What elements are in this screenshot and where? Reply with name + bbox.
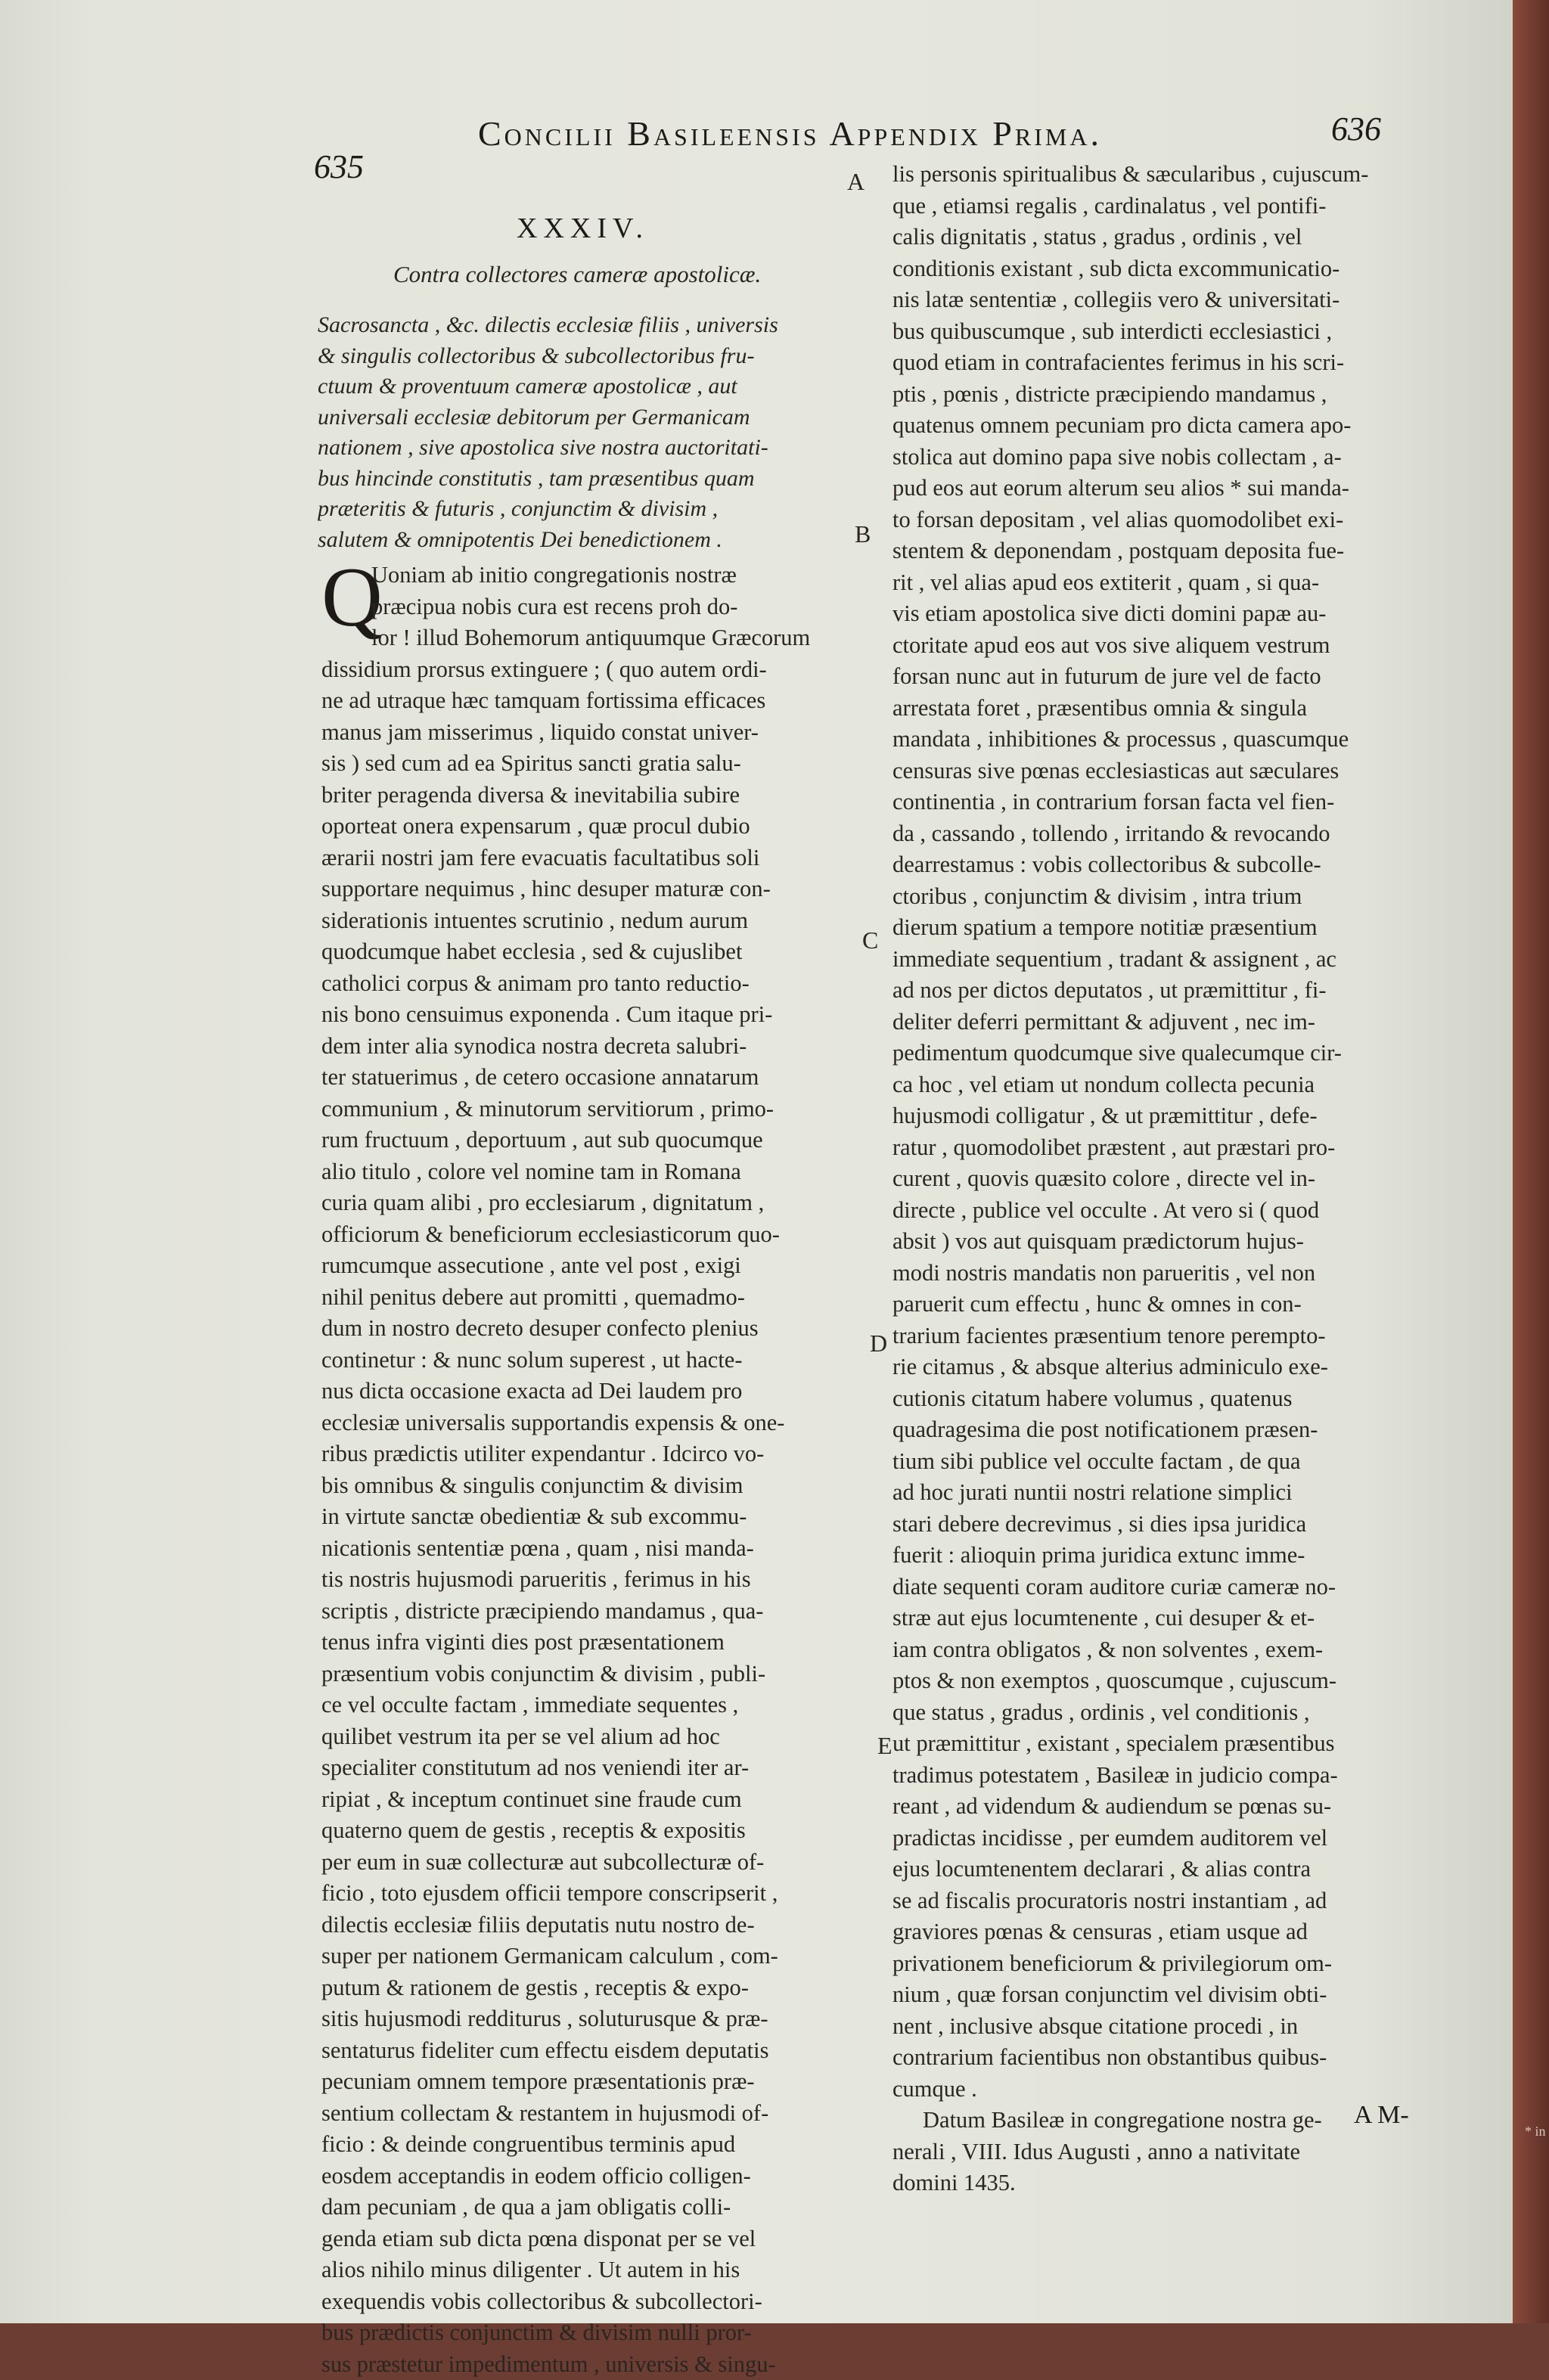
left-column-line: quaterno quem de gestis , receptis & expositis bbox=[321, 1815, 866, 1847]
left-column-line: ripiat , & inceptum continuet sine fraude cum bbox=[321, 1784, 866, 1816]
left-column-line: bis omnibus & singulis conjunctim & divisim bbox=[321, 1470, 866, 1502]
right-column-line: stari debere decrevimus , si dies ipsa juridica bbox=[892, 1509, 1414, 1541]
left-column-line: alios nihilo minus diligenter . Ut autem in his bbox=[321, 2254, 866, 2286]
right-column-line: reant , ad videndum & audiendum se pœnas su- bbox=[892, 1791, 1414, 1823]
left-column-line: dum in nostro decreto desuper confecto plenius bbox=[321, 1313, 866, 1345]
left-column-line: manus jam misserimus , liquido constat univer- bbox=[321, 717, 866, 749]
right-column-line: quod etiam in contrafacientes ferimus in his scri- bbox=[892, 347, 1414, 379]
right-column-line: ca hoc , vel etiam ut nondum collecta pecunia bbox=[892, 1069, 1414, 1101]
left-column-line: per eum in suæ collecturæ aut subcollecturæ of- bbox=[321, 1847, 866, 1879]
drop-capital: Q bbox=[321, 560, 383, 635]
left-column-line: communium , & minutorum servitiorum , primo- bbox=[321, 1094, 866, 1125]
left-column-line: oporteat onera expensarum , quæ procul dubio bbox=[321, 811, 866, 842]
right-column-line: ratur , quomodolibet præstent , aut præstari pro- bbox=[892, 1132, 1414, 1164]
left-column-line: bus prædictis conjunctim & divisim nulli pror- bbox=[321, 2317, 866, 2349]
left-column-line: dam pecuniam , de qua a jam obligatis colli- bbox=[321, 2192, 866, 2223]
left-column-line: exequendis vobis collectoribus & subcollectori- bbox=[321, 2286, 866, 2318]
left-column-line: sus præstetur impedimentum , universis & singu- bbox=[321, 2349, 866, 2380]
right-column-line: trarium facientes præsentium tenore perempto- bbox=[892, 1320, 1414, 1352]
left-column-line: dilectis ecclesiæ filiis deputatis nutu nostro de- bbox=[321, 1910, 866, 1941]
right-column-line: immediate sequentium , tradant & assignent , ac bbox=[892, 944, 1414, 976]
left-column-line: ce vel occulte factam , immediate sequentes , bbox=[321, 1690, 866, 1721]
book-edge bbox=[1513, 0, 1549, 2323]
right-column-line: nis latæ sententiæ , collegiis vero & universitati- bbox=[892, 284, 1414, 316]
left-column-line: nicationis sententiæ pœna , quam , nisi manda- bbox=[321, 1533, 866, 1565]
document-heading: XXXIV. bbox=[517, 212, 649, 245]
address-line: & singulis collectoribus & subcollectoribus fru- bbox=[318, 341, 847, 372]
left-column-line: genda etiam sub dicta pœna disponat per se vel bbox=[321, 2223, 866, 2255]
left-column-line: dem inter alia synodica nostra decreta salubri- bbox=[321, 1031, 866, 1063]
running-title: Concilii Basileensis Appendix Prima. bbox=[478, 113, 1102, 154]
address-line: universali ecclesiæ debitorum per Germanicam bbox=[318, 402, 847, 433]
left-column-line: siderationis intuentes scrutinio , nedum aurum bbox=[321, 905, 866, 937]
right-column-line: curent , quovis quæsito colore , directe vel in- bbox=[892, 1163, 1414, 1195]
catchword: A M- bbox=[1354, 2101, 1409, 2130]
left-column-line: sentaturus fideliter cum effectu eisdem deputatis bbox=[321, 2035, 866, 2067]
left-column-line: præsentium vobis conjunctim & divisim , publi- bbox=[321, 1659, 866, 1690]
right-column-line: vis etiam apostolica sive dicti domini papæ au- bbox=[892, 598, 1414, 630]
right-column-line: calis dignitatis , status , gradus , ordinis , vel bbox=[892, 222, 1414, 253]
margin-letter-d: D bbox=[870, 1330, 887, 1358]
left-column-line: dissidium prorsus extinguere ; ( quo autem ordi- bbox=[321, 654, 866, 686]
right-column-line: que , etiamsi regalis , cardinalatus , vel pontifi- bbox=[892, 191, 1414, 222]
left-column-line: ecclesiæ universalis supportandis expensis & one- bbox=[321, 1407, 866, 1439]
right-column-line: fuerit : alioquin prima juridica extunc imme- bbox=[892, 1540, 1414, 1572]
left-column-line: ter statuerimus , de cetero occasione annatarum bbox=[321, 1062, 866, 1094]
right-column-line: forsan nunc aut in futurum de jure vel de facto bbox=[892, 661, 1414, 693]
right-column-line: paruerit cum effectu , hunc & omnes in con- bbox=[892, 1289, 1414, 1320]
left-column-line: ficio : & deinde congruentibus terminis apud bbox=[321, 2129, 866, 2161]
left-column-line: officiorum & beneficiorum ecclesiasticorum quo- bbox=[321, 1219, 866, 1251]
right-column-line: iam contra obligatos , & non solventes , exem- bbox=[892, 1634, 1414, 1666]
left-column-line: putum & rationem de gestis , receptis & expo- bbox=[321, 1972, 866, 2004]
left-column-line: eosdem acceptandis in eodem officio colligen- bbox=[321, 2161, 866, 2192]
address-line: præteritis & futuris , conjunctim & divisim , bbox=[318, 494, 847, 525]
left-column-line: sis ) sed cum ad ea Spiritus sancti gratia salu- bbox=[321, 748, 866, 780]
right-column-line: stentem & deponendam , postquam deposita fue- bbox=[892, 535, 1414, 567]
left-column-line: sentium collectam & restantem in hujusmodi of- bbox=[321, 2098, 866, 2130]
right-column-line: stræ aut ejus locumtenente , cui desuper & et- bbox=[892, 1603, 1414, 1634]
right-column-text bbox=[892, 159, 1414, 2199]
left-column-line: super per nationem Germanicam calculum , com- bbox=[321, 1941, 866, 1972]
right-column-line: pud eos aut eorum alterum seu alios * sui manda- bbox=[892, 473, 1414, 504]
left-column-line: pecuniam omnem tempore præsentationis præ- bbox=[321, 2066, 866, 2098]
right-column-line: quatenus omnem pecuniam pro dicta camera apo- bbox=[892, 410, 1414, 442]
right-column-line: dierum spatium a tempore notitiæ præsentium bbox=[892, 912, 1414, 944]
right-column-line: nium , quæ forsan conjunctim vel divisim obti- bbox=[892, 1979, 1414, 2011]
right-column-line: ejus locumtenentem declarari , & alias contra bbox=[892, 1854, 1414, 1885]
right-column-line: ad hoc jurati nuntii nostri relatione simplici bbox=[892, 1477, 1414, 1509]
left-column-line: nus dicta occasione exacta ad Dei laudem pro bbox=[321, 1376, 866, 1407]
right-column-line: diate sequenti coram auditore curiæ cameræ no- bbox=[892, 1572, 1414, 1603]
right-column-line: privationem beneficiorum & privilegiorum om- bbox=[892, 1948, 1414, 1980]
right-column-line: contrarium facientibus non obstantibus quibus- bbox=[892, 2042, 1414, 2074]
margin-letter-a: A bbox=[847, 168, 865, 196]
edge-note: * in bbox=[1525, 2124, 1546, 2140]
left-column-line: scriptis , districte præcipiendo mandamus , qua- bbox=[321, 1596, 866, 1628]
right-column-line: pradictas incidisse , per eumdem auditorem vel bbox=[892, 1823, 1414, 1854]
right-column-line: directe , publice vel occulte . At vero si ( quod bbox=[892, 1195, 1414, 1227]
address-line: Sacrosancta , &c. dilectis ecclesiæ filiis , universis bbox=[318, 310, 847, 341]
left-column-line: alio titulo , colore vel nomine tam in Romana bbox=[321, 1156, 866, 1188]
document-subtitle: Contra collectores cameræ apostolicæ. bbox=[393, 261, 761, 288]
margin-letter-e: E bbox=[877, 1732, 892, 1760]
right-column-line: arrestata foret , præsentibus omnia & singula bbox=[892, 693, 1414, 725]
left-column-line: ficio , toto ejusdem officii tempore conscripserit , bbox=[321, 1878, 866, 1910]
left-column-line: sitis hujusmodi redditurus , soluturusque & præ- bbox=[321, 2003, 866, 2035]
date-line: nerali , VIII. Idus Augusti , anno a nativitate bbox=[892, 2136, 1414, 2168]
right-column-line: ptos & non exemptos , quoscumque , cujuscum- bbox=[892, 1665, 1414, 1697]
right-column-line: conditionis existant , sub dicta excommunicatio- bbox=[892, 253, 1414, 285]
left-column-line: ne ad utraque hæc tamquam fortissima efficaces bbox=[321, 685, 866, 717]
left-column-line: Uoniam ab initio congregationis nostræ bbox=[321, 560, 866, 591]
right-column-line: ad nos per dictos deputatos , ut præmittitur , fi- bbox=[892, 975, 1414, 1007]
right-column-line: rie citamus , & absque alterius adminiculo exe- bbox=[892, 1351, 1414, 1383]
left-column-line: ribus prædictis utiliter expendantur . Idcirco vo- bbox=[321, 1438, 866, 1470]
right-column-line: censuras sive pœnas ecclesiasticas aut sæculares bbox=[892, 756, 1414, 787]
right-column-line: quadragesima die post notificationem præsen- bbox=[892, 1414, 1414, 1446]
left-column-line: in virtute sanctæ obedientiæ & sub excommu- bbox=[321, 1501, 866, 1533]
right-column-line: pedimentum quodcumque sive qualecumque cir- bbox=[892, 1038, 1414, 1069]
right-column-line: cutionis citatum habere volumus , quatenus bbox=[892, 1383, 1414, 1415]
left-column-line: rumcumque assecutione , ante vel post , exigi bbox=[321, 1250, 866, 1282]
right-column-line: ptis , pœnis , districte præcipiendo mandamus , bbox=[892, 379, 1414, 411]
address-line: bus hincinde constitutis , tam præsentibus quam bbox=[318, 464, 847, 495]
date-line: domini 1435. bbox=[892, 2167, 1414, 2199]
left-column-line: catholici corpus & animam pro tanto reductio- bbox=[321, 968, 866, 1000]
left-column-line: nihil penitus debere aut promitti , quemadmo- bbox=[321, 1282, 866, 1314]
address-block bbox=[318, 310, 847, 555]
right-column-line: que status , gradus , ordinis , vel conditionis , bbox=[892, 1697, 1414, 1729]
right-column-line: ctoritate apud eos aut vos sive aliquem vestrum bbox=[892, 630, 1414, 662]
address-line: nationem , sive apostolica sive nostra auctoritati- bbox=[318, 433, 847, 464]
address-line: ctuum & proventuum cameræ apostolicæ , aut bbox=[318, 371, 847, 402]
left-column-line: nis bono censuimus exponenda . Cum itaque pri- bbox=[321, 999, 866, 1031]
left-column-line: rum fructuum , deportuum , aut sub quocumque bbox=[321, 1125, 866, 1156]
right-column-line: modi nostris mandatis non parueritis , vel non bbox=[892, 1258, 1414, 1289]
page-number-left: 635 bbox=[314, 147, 364, 186]
address-line: salutem & omnipotentis Dei benedictionem . bbox=[318, 525, 847, 556]
date-line: Datum Basileæ in congregatione nostra ge- bbox=[892, 2105, 1414, 2136]
right-column-line: ctoribus , conjunctim & divisim , intra trium bbox=[892, 881, 1414, 913]
left-column-line: ærarii nostri jam fere evacuatis facultatibus soli bbox=[321, 842, 866, 874]
right-column-line: dearrestamus : vobis collectoribus & subcolle- bbox=[892, 849, 1414, 881]
left-column-line: tenus infra viginti dies post præsentationem bbox=[321, 1627, 866, 1659]
right-column-line: tium sibi publice vel occulte factam , de qua bbox=[892, 1446, 1414, 1478]
right-column-line: stolica aut domino papa sive nobis collectam , a- bbox=[892, 442, 1414, 473]
left-column-line: briter peragenda diversa & inevitabilia subire bbox=[321, 780, 866, 811]
right-column-line: deliter deferri permittant & adjuvent , nec im- bbox=[892, 1007, 1414, 1038]
left-column-line: curia quam alibi , pro ecclesiarum , dignitatum , bbox=[321, 1187, 866, 1219]
left-column-line: supportare nequimus , hinc desuper maturæ con- bbox=[321, 873, 866, 905]
margin-letter-b: B bbox=[855, 520, 871, 548]
right-column-line: continentia , in contrarium forsan facta vel fien- bbox=[892, 787, 1414, 818]
right-column-line: tradimus potestatem , Basileæ in judicio compa- bbox=[892, 1760, 1414, 1792]
right-column-line: to forsan depositam , vel alias quomodolibet exi- bbox=[892, 504, 1414, 536]
right-column-line: graviores pœnas & censuras , etiam usque ad bbox=[892, 1916, 1414, 1948]
right-column-line: mandata , inhibitiones & processus , quascumque bbox=[892, 724, 1414, 756]
right-column-line: ut præmittitur , existant , specialem præsentibus bbox=[892, 1728, 1414, 1760]
right-column-line: hujusmodi colligatur , & ut præmittitur , defe- bbox=[892, 1100, 1414, 1132]
right-column-line: cumque . bbox=[892, 2074, 1414, 2105]
left-column-line: tis nostris hujusmodi parueritis , ferimus in his bbox=[321, 1564, 866, 1596]
right-column-line: da , cassando , tollendo , irritando & revocando bbox=[892, 818, 1414, 850]
right-column-line: rit , vel alias apud eos extiterit , quam , si qua- bbox=[892, 567, 1414, 599]
right-column-line: se ad fiscalis procuratoris nostri instantiam , ad bbox=[892, 1885, 1414, 1917]
page-number-right: 636 bbox=[1331, 110, 1381, 148]
right-column-line: lis personis spiritualibus & sæcularibus , cujuscum- bbox=[892, 159, 1414, 191]
right-column-line: nent , inclusive absque citatione procedi , in bbox=[892, 2011, 1414, 2043]
left-column-line: quilibet vestrum ita per se vel alium ad hoc bbox=[321, 1721, 866, 1753]
left-column-line: continetur : & nunc solum superest , ut hacte- bbox=[321, 1345, 866, 1376]
margin-letter-c: C bbox=[862, 926, 878, 954]
left-column-line: præcipua nobis cura est recens proh do- bbox=[321, 591, 866, 623]
left-column-line: lor ! illud Bohemorum antiquumque Græcorum bbox=[321, 622, 866, 654]
left-column-line: specialiter constitutum ad nos veniendi iter ar- bbox=[321, 1752, 866, 1784]
right-column-line: absit ) vos aut quisquam prædictorum hujus- bbox=[892, 1226, 1414, 1258]
left-column-line: quodcumque habet ecclesia , sed & cujuslibet bbox=[321, 936, 866, 968]
left-column-text bbox=[321, 560, 866, 2380]
right-column-line: bus quibuscumque , sub interdicti ecclesiastici , bbox=[892, 316, 1414, 348]
